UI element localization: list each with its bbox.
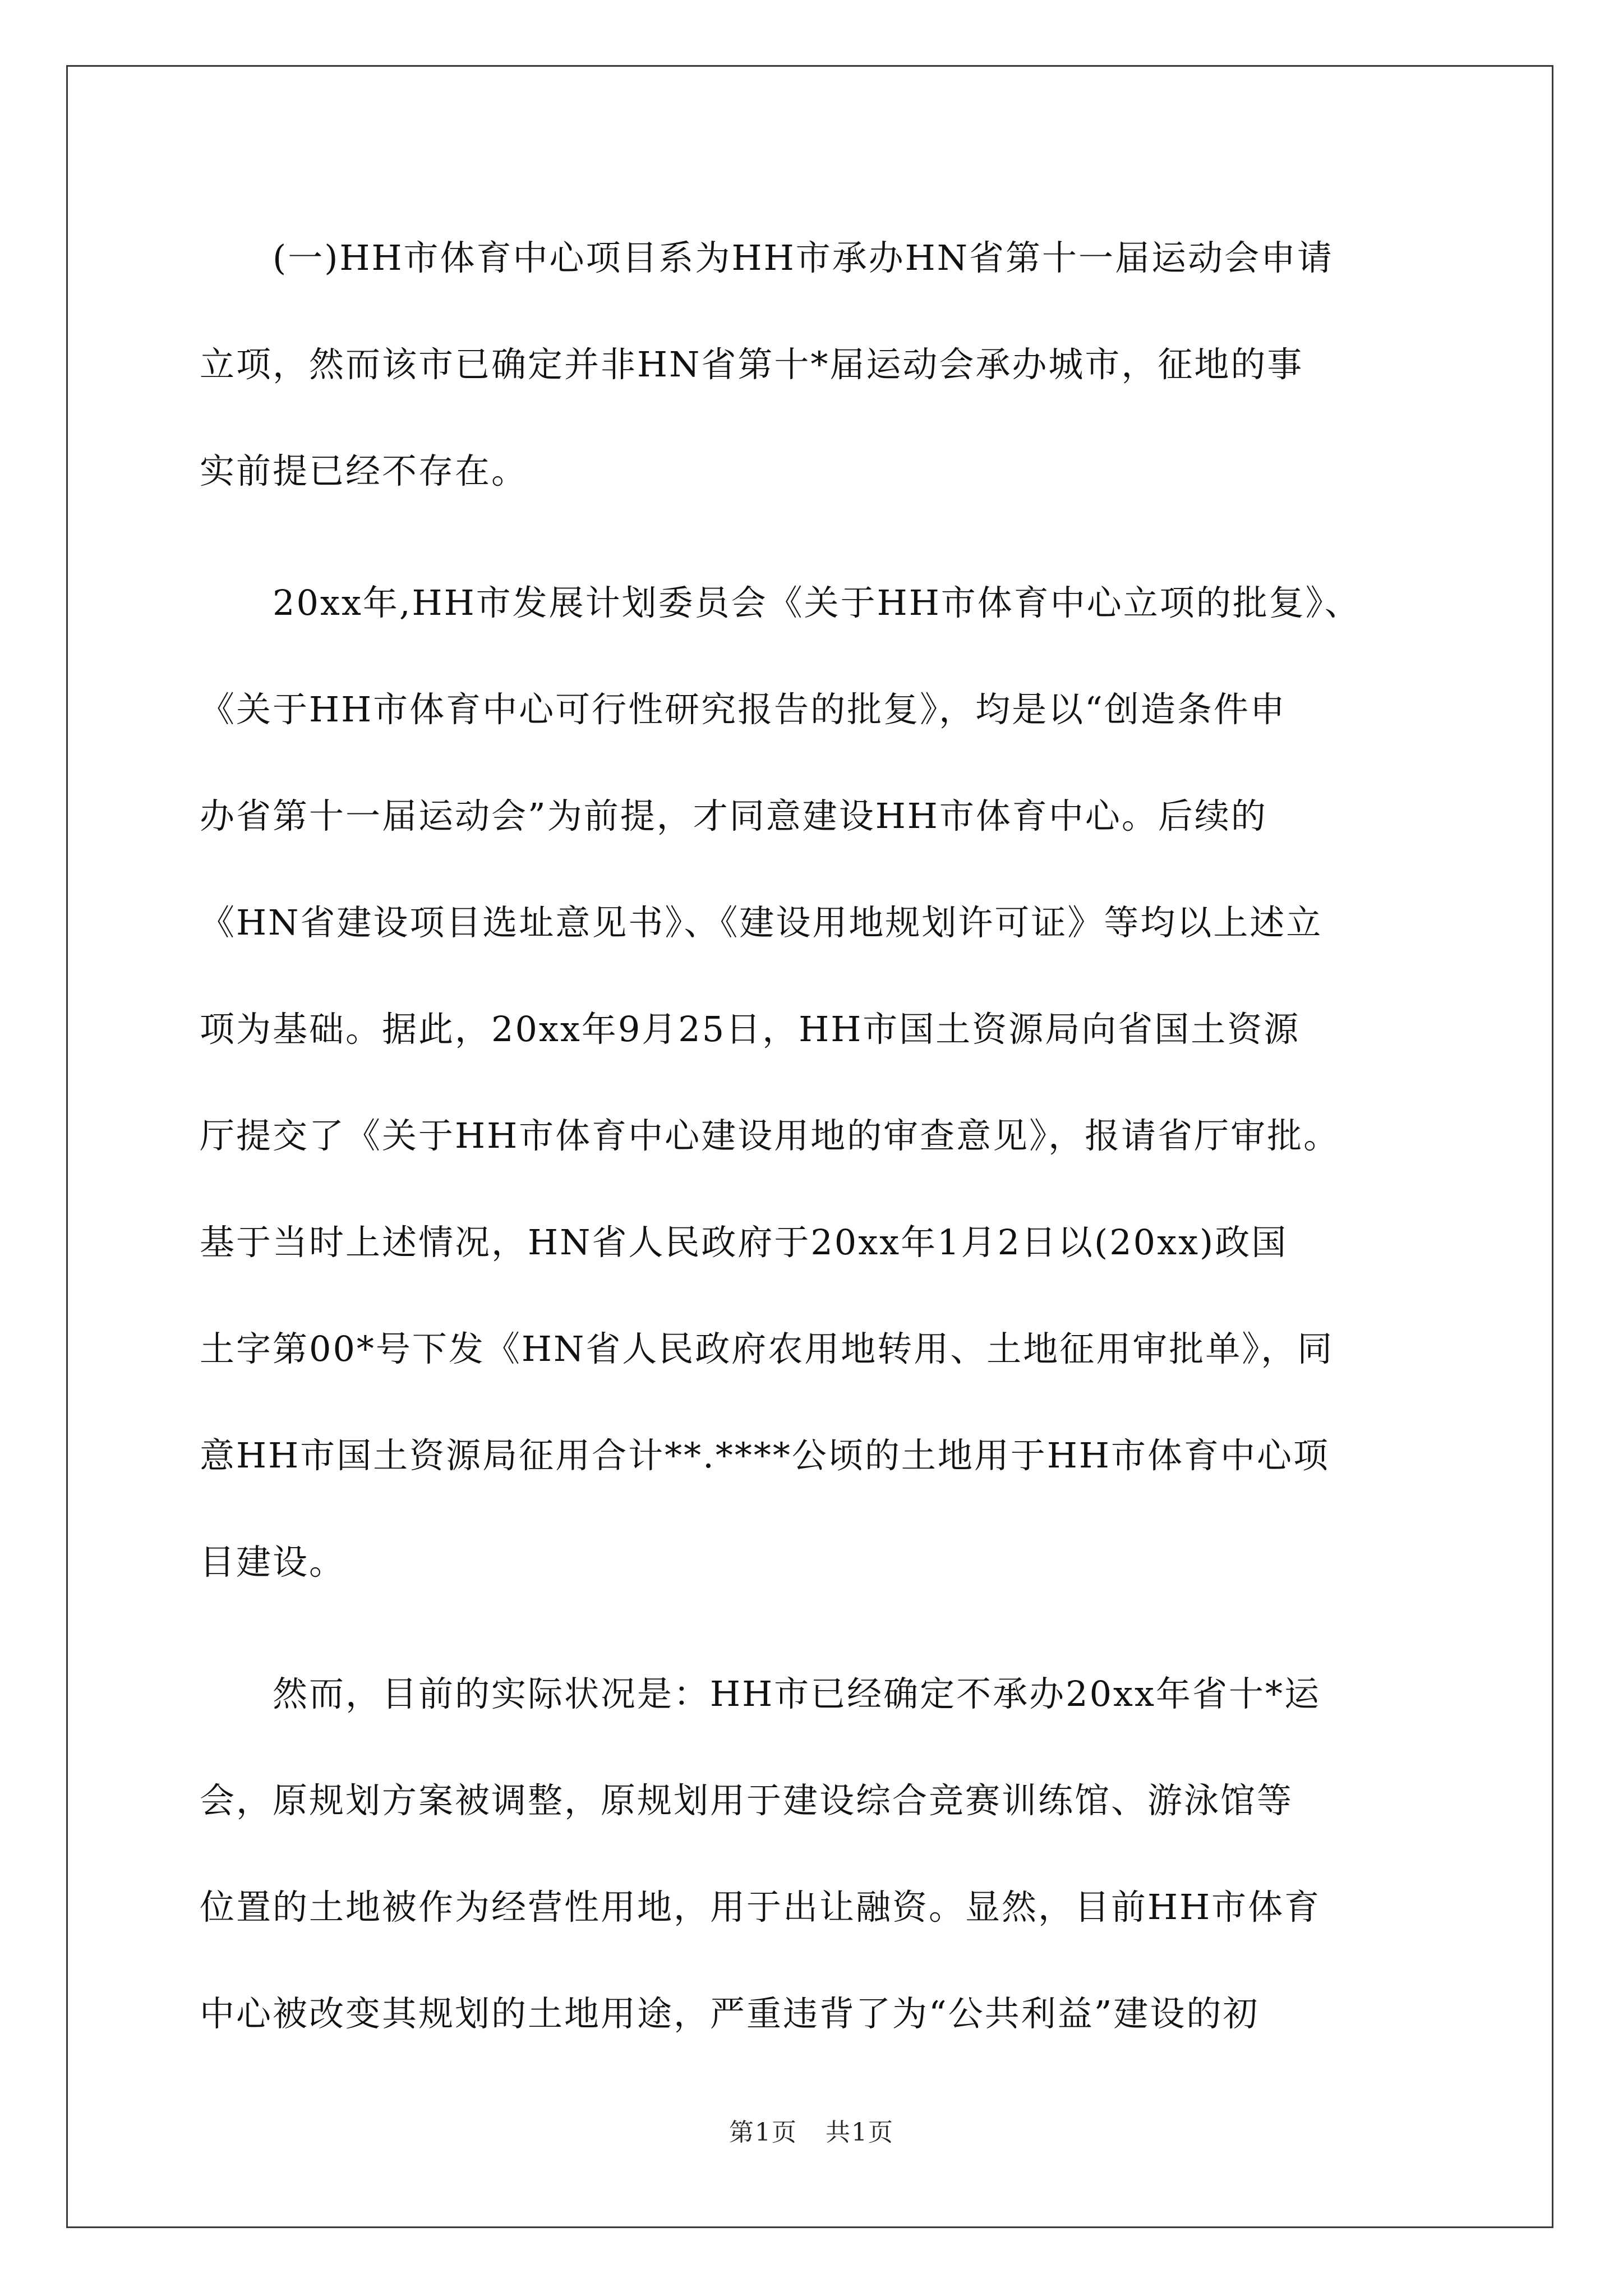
page-total: 共1页 bbox=[826, 2118, 894, 2147]
paragraph-2 bbox=[200, 550, 1422, 1616]
page-footer bbox=[0, 2112, 1623, 2148]
text-line: 目建设。 bbox=[200, 1542, 346, 1582]
text-line: 办省第十一届运动会”为前提，才同意建设HH市体育中心。后续的 bbox=[200, 795, 1267, 836]
page-number: 第1页 bbox=[729, 2118, 797, 2147]
text-line: 基于当时上述情况，HN省人民政府于20xx年1月2日以(20xx)政国 bbox=[200, 1222, 1288, 1263]
text-line: 意HH市国土资源局征用合计**.****公顷的土地用于HH市体育中心项 bbox=[200, 1435, 1330, 1476]
text-line: 厅提交了《关于HH市体育中心建设用地的审查意见》，报请省厅审批。 bbox=[200, 1115, 1340, 1156]
text-line: 中心被改变其规划的土地用途，严重违背了为“公共利益”建设的初 bbox=[200, 1993, 1260, 2034]
paragraph-spacer bbox=[200, 524, 1422, 550]
text-line: 项为基础。据此，20xx年9月25日，HH市国土资源局向省国土资源 bbox=[200, 1009, 1301, 1050]
text-line: 20xx年,HH市发展计划委员会《关于HH市体育中心立项的批复》、 bbox=[200, 582, 1361, 623]
text-line: 土字第00*号下发《HN省人民政府农用地转用、土地征用审批单》，同 bbox=[200, 1328, 1334, 1369]
text-line: 《HN省建设项目选址意见书》、《建设用地规划许可证》等均以上述立 bbox=[200, 902, 1323, 943]
text-line: 会，原规划方案被调整，原规划用于建设综合竞赛训练馆、游泳馆等 bbox=[200, 1780, 1294, 1821]
text-line: 然而，目前的实际状况是：HH市已经确定不承办20xx年省十*运 bbox=[200, 1673, 1321, 1714]
text-line: 《关于HH市体育中心可行性研究报告的批复》，均是以“创造条件申 bbox=[200, 689, 1287, 730]
paragraph-1 bbox=[200, 205, 1422, 524]
paragraph-spacer bbox=[200, 1616, 1422, 1641]
text-line: 位置的土地被作为经营性用地，用于出让融资。显然，目前HH市体育 bbox=[200, 1887, 1321, 1927]
text-line: (一)HH市体育中心项目系为HH市承办HN省第十一届运动会申请 bbox=[200, 237, 1334, 278]
text-line: 立项，然而该市已确定并非HN省第十*届运动会承办城市，征地的事 bbox=[200, 344, 1304, 385]
document-body bbox=[200, 205, 1422, 2067]
text-line: 实前提已经不存在。 bbox=[200, 450, 528, 491]
paragraph-3 bbox=[200, 1641, 1422, 2067]
